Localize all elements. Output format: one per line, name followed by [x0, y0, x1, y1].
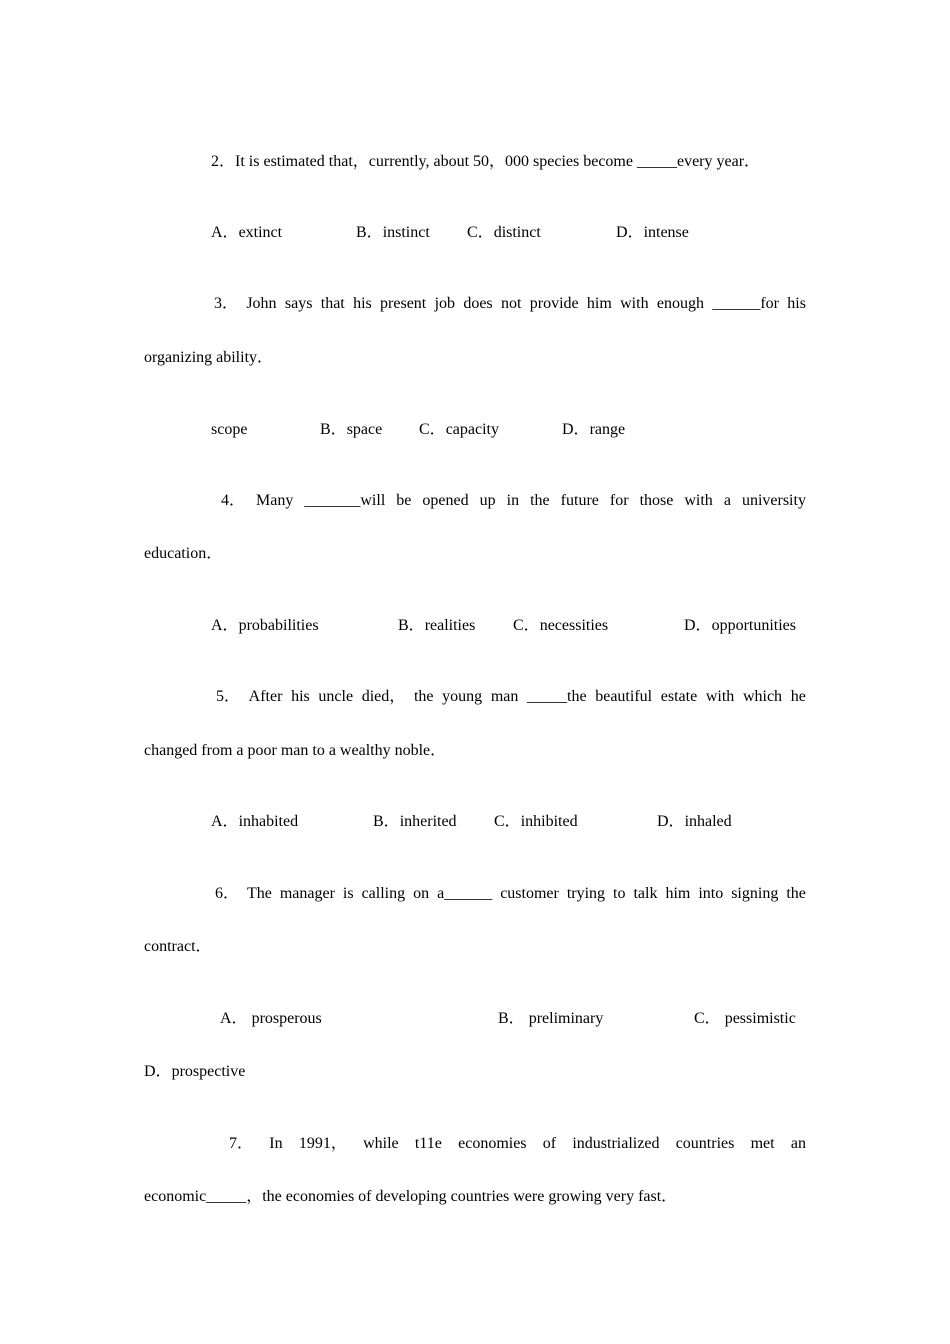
option-a: scope [211, 421, 248, 438]
question-number: 4． [221, 492, 246, 509]
option-a: A．extinct [211, 224, 283, 241]
option-d: D．range [562, 421, 626, 438]
option-c: C．capacity [419, 421, 499, 438]
option-b: B．realities [398, 617, 476, 634]
question-6-options-line2 [144, 1061, 806, 1083]
question-3-stem-line1: 3． John says that his present job does not provide him with enough ______for his [214, 293, 806, 315]
question-number: 6． [215, 885, 240, 902]
question-7-stem-line1: 7． In 1991， while t11e economies of industrialized countries met an [229, 1133, 806, 1155]
option-b: B．space [320, 421, 383, 438]
option-c: C．necessities [513, 617, 609, 634]
question-2-stem [211, 151, 806, 173]
question-number: 5． [216, 688, 241, 705]
question-4-stem-line1: 4． Many _______will be opened up in the future for those with a university [221, 490, 806, 512]
option-c: C．inhibited [494, 813, 578, 830]
option-d: D．prospective [144, 1063, 246, 1080]
question-7-stem-line2: economic_____，the economies of developing countries were growing very fast． [144, 1188, 678, 1205]
question-number: 7． [229, 1135, 254, 1152]
question-number: 3． [214, 295, 239, 312]
question-5-stem-line2: changed from a poor man to a wealthy noble． [144, 742, 447, 759]
option-b: B．inherited [373, 813, 457, 830]
option-a: A．probabilities [211, 617, 319, 634]
question-number: 2． [211, 153, 236, 170]
option-d: D．inhaled [657, 813, 732, 830]
option-b: B． preliminary [498, 1010, 604, 1027]
question-4-stem-line2: education． [144, 545, 223, 562]
option-d: D．opportunities [684, 617, 796, 634]
option-c: C．distinct [467, 224, 541, 241]
question-3-options [0, 419, 950, 441]
question-text: It is estimated that，currently, about 50，000 species become _____every year． [235, 153, 761, 170]
option-c: C． pessimistic [694, 1010, 796, 1027]
question-6-stem-line1: 6． The manager is calling on a______ customer trying to talk him into signing the [215, 883, 806, 905]
question-5-options [0, 811, 950, 833]
option-b: B．instinct [356, 224, 430, 241]
question-2-options [0, 222, 950, 244]
option-d: D．intense [616, 224, 689, 241]
question-4-options [0, 615, 950, 637]
option-a: A．inhabited [211, 813, 299, 830]
question-6-options-line1 [0, 1008, 950, 1030]
option-a: A． prosperous [220, 1010, 322, 1027]
question-3-stem-line2: organizing ability． [144, 349, 274, 366]
question-5-stem-line1: 5． After his uncle died， the young man _____the beautiful estate with which he [216, 686, 806, 708]
question-6-stem-line2: contract． [144, 938, 212, 955]
